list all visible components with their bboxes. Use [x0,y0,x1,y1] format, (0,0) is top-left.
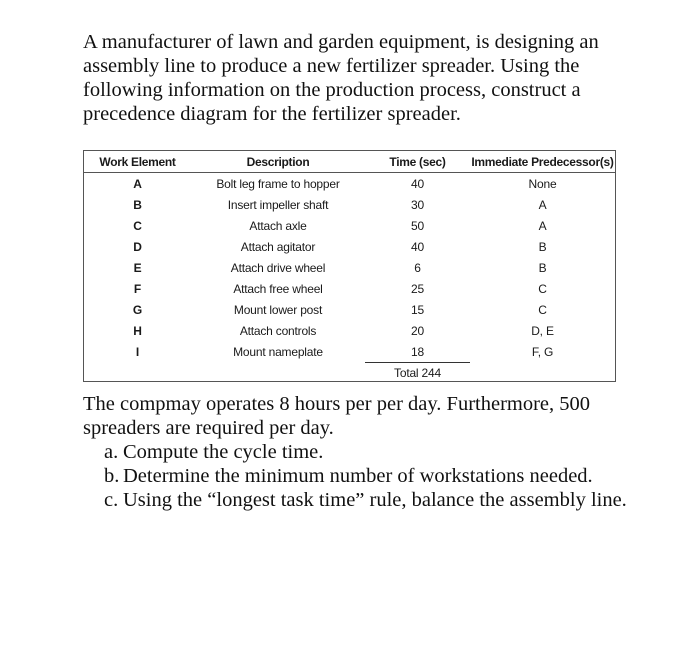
cell-time: 15 [411,302,424,317]
question-label: c. [104,489,119,511]
cell-element: H [133,323,142,338]
question-list [83,440,643,512]
cell-time: 50 [411,218,424,233]
cell-predecessors: B [538,239,547,254]
cell-description: Attach agitator [240,239,316,254]
question-item [104,488,643,512]
cell-time: 30 [411,197,424,212]
table-row [84,173,615,195]
empty-cell [84,363,191,384]
cell-element: G [132,302,143,317]
cell-predecessors: F, G [531,344,554,359]
cell-time: 18 [411,344,424,359]
cell-description: Attach axle [249,218,307,233]
cell-element: F [133,281,142,296]
cell-description: Attach drive wheel [230,260,326,275]
cell-time: 40 [411,239,424,254]
problem-intro: A manufacturer of lawn and garden equipment, is designing an assembly line to produce a new fertilizer spreader. Using the following information on the production process, construct a precedence diagram for the fertilizer spreader. [83,31,599,125]
empty-cell [191,363,365,384]
table-row [84,299,615,320]
table-row [84,236,615,257]
cell-description: Insert impeller shaft [227,197,329,212]
cell-predecessors: C [538,281,547,296]
problem-questions-block [83,392,643,512]
cell-description: Attach controls [239,323,317,338]
cell-element: A [133,176,142,191]
cell-description: Mount nameplate [233,344,323,359]
table-row [84,320,615,341]
cell-predecessors: B [538,260,547,275]
cell-predecessors: A [538,197,547,212]
question-label: b. [104,465,120,487]
total-row [84,363,615,384]
problem-statement: The compmay operates 8 hours per per day. Furthermore, 500 spreaders are required per day. [83,393,591,439]
cell-time: 6 [414,260,421,275]
header-work-element: Work Element [84,151,191,173]
cell-element: C [133,218,142,233]
cell-time: 20 [411,323,424,338]
table-row [84,194,615,215]
question-text: Compute the cycle time. [123,441,324,463]
cell-predecessors: C [538,302,547,317]
cell-predecessors: D, E [531,323,554,338]
table-row [84,257,615,278]
table-header-row [84,151,615,173]
cell-predecessors: None [528,176,557,191]
question-item [104,440,643,464]
cell-element: B [133,197,142,212]
header-predecessors: Immediate Predecessor(s) [470,151,615,173]
cell-element: D [133,239,142,254]
table-row [84,341,615,363]
cell-description: Mount lower post [233,302,323,317]
table-row [84,278,615,299]
question-text: Determine the minimum number of workstations needed. [123,465,593,487]
total-time: Total 244 [365,363,470,384]
question-text: Using the “longest task time” rule, balance the assembly line. [123,489,627,511]
precedence-table [83,150,616,382]
cell-element: E [133,260,142,275]
data-table [84,151,615,383]
cell-element: I [135,344,140,359]
table-row [84,215,615,236]
cell-time: 25 [411,281,424,296]
empty-cell [470,363,615,384]
cell-description: Attach free wheel [233,281,323,296]
question-item [104,464,643,488]
cell-description: Bolt leg frame to hopper [216,176,340,191]
cell-time: 40 [411,176,424,191]
cell-predecessors: A [538,218,547,233]
question-label: a. [104,441,119,463]
header-time: Time (sec) [365,151,470,173]
header-description: Description [191,151,365,173]
